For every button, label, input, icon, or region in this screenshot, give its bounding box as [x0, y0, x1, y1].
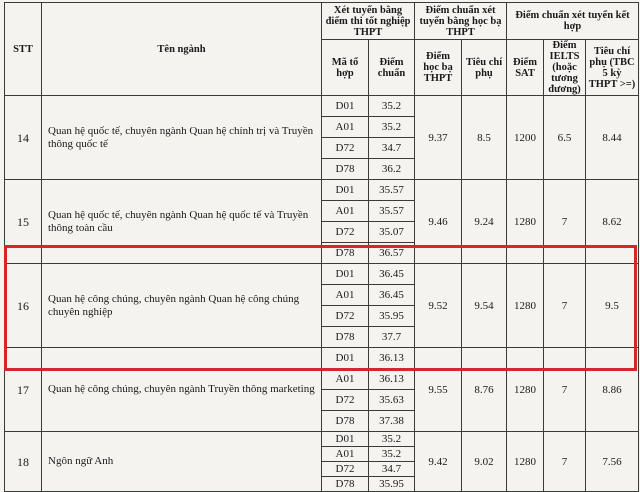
- extra-criteria-2-cell: 7.56: [586, 432, 639, 492]
- header-stt: STT: [5, 3, 42, 96]
- major-name-cell: Quan hệ công chúng, chuyên ngành Quan hệ công chúng chuyên nghiệp: [42, 264, 322, 348]
- combo-score-cell: 34.7: [369, 138, 415, 159]
- header-row-groups: [5, 3, 639, 40]
- extra-criteria-cell: 8.76: [462, 348, 507, 432]
- combo-code-cell: D01: [322, 180, 369, 201]
- combo-score-cell: 37.38: [369, 411, 415, 432]
- ielts-cell: 6.5: [544, 96, 586, 180]
- combo-score-cell: 35.63: [369, 390, 415, 411]
- extra-criteria-2-cell: 9.5: [586, 264, 639, 348]
- combo-code-cell: D72: [322, 222, 369, 243]
- combo-score-cell: 35.95: [369, 306, 415, 327]
- combo-code-cell: D72: [322, 306, 369, 327]
- ielts-cell: 7: [544, 432, 586, 492]
- admission-score-table: [4, 2, 639, 492]
- combo-code-cell: D78: [322, 411, 369, 432]
- stt-cell: 18: [5, 432, 42, 492]
- header-hocba-group: Điểm chuẩn xét tuyển bằng học bạ THPT: [415, 3, 507, 40]
- header-major: Tên ngành: [42, 3, 322, 96]
- combo-score-cell: 34.7: [369, 462, 415, 477]
- hocba-score-cell: 9.46: [415, 180, 462, 264]
- combo-score-cell: 35.2: [369, 117, 415, 138]
- ielts-cell: 7: [544, 180, 586, 264]
- combo-code-cell: D72: [322, 462, 369, 477]
- combo-score-cell: 36.45: [369, 264, 415, 285]
- ielts-cell: 7: [544, 264, 586, 348]
- major-name-cell: Quan hệ quốc tế, chuyên ngành Quan hệ quốc tế và Truyền thông toàn cầu: [42, 180, 322, 264]
- table-row: [5, 96, 639, 117]
- hocba-score-cell: 9.42: [415, 432, 462, 492]
- combo-code-cell: D01: [322, 96, 369, 117]
- combo-code-cell: D72: [322, 138, 369, 159]
- combo-code-cell: D01: [322, 348, 369, 369]
- combo-code-cell: D72: [322, 390, 369, 411]
- header-thpt-group: Xét tuyển bằng điểm thi tốt nghiệp THPT: [322, 3, 415, 40]
- stt-cell: 15: [5, 180, 42, 264]
- header-hocba-score: Điểm học bạ THPT: [415, 40, 462, 96]
- combo-code-cell: D78: [322, 477, 369, 492]
- stt-cell: 17: [5, 348, 42, 432]
- combo-score-cell: 35.57: [369, 201, 415, 222]
- header-extra-criteria-2: Tiêu chí phụ (TBC 5 kỳ THPT >=): [586, 40, 639, 96]
- hocba-score-cell: 9.52: [415, 264, 462, 348]
- table-row: [5, 264, 639, 285]
- combo-score-cell: 36.13: [369, 348, 415, 369]
- combo-score-cell: 35.57: [369, 180, 415, 201]
- extra-criteria-cell: 9.24: [462, 180, 507, 264]
- header-score: Điểm chuẩn: [369, 40, 415, 96]
- combo-code-cell: A01: [322, 117, 369, 138]
- combo-code-cell: D78: [322, 243, 369, 264]
- major-name-cell: Quan hệ quốc tế, chuyên ngành Quan hệ chính trị và Truyền thông quốc tế: [42, 96, 322, 180]
- combo-code-cell: D01: [322, 432, 369, 447]
- combo-code-cell: D78: [322, 159, 369, 180]
- table-row: [5, 432, 639, 447]
- header-combined-group: Điểm chuẩn xét tuyển kết hợp: [507, 3, 639, 40]
- combo-code-cell: D01: [322, 264, 369, 285]
- stt-cell: 16: [5, 264, 42, 348]
- combo-code-cell: A01: [322, 369, 369, 390]
- header-extra-criteria: Tiêu chí phụ: [462, 40, 507, 96]
- sat-cell: 1280: [507, 264, 544, 348]
- combo-code-cell: A01: [322, 285, 369, 306]
- extra-criteria-2-cell: 8.62: [586, 180, 639, 264]
- combo-code-cell: A01: [322, 201, 369, 222]
- hocba-score-cell: 9.55: [415, 348, 462, 432]
- hocba-score-cell: 9.37: [415, 96, 462, 180]
- combo-score-cell: 35.07: [369, 222, 415, 243]
- ielts-cell: 7: [544, 348, 586, 432]
- combo-score-cell: 35.95: [369, 477, 415, 492]
- extra-criteria-cell: 9.54: [462, 264, 507, 348]
- header-ielts: Điểm IELTS (hoặc tương đương): [544, 40, 586, 96]
- header-combo-code: Mã tổ hợp: [322, 40, 369, 96]
- sat-cell: 1280: [507, 180, 544, 264]
- extra-criteria-cell: 8.5: [462, 96, 507, 180]
- extra-criteria-2-cell: 8.86: [586, 348, 639, 432]
- extra-criteria-2-cell: 8.44: [586, 96, 639, 180]
- combo-score-cell: 37.7: [369, 327, 415, 348]
- major-name-cell: Quan hệ công chúng, chuyên ngành Truyền thông marketing: [42, 348, 322, 432]
- extra-criteria-cell: 9.02: [462, 432, 507, 492]
- header-sat: Điểm SAT: [507, 40, 544, 96]
- combo-code-cell: D78: [322, 327, 369, 348]
- sat-cell: 1280: [507, 432, 544, 492]
- combo-score-cell: 35.2: [369, 96, 415, 117]
- combo-score-cell: 36.45: [369, 285, 415, 306]
- table-row: [5, 180, 639, 201]
- combo-score-cell: 35.2: [369, 432, 415, 447]
- combo-score-cell: 36.13: [369, 369, 415, 390]
- table-row: [5, 348, 639, 369]
- combo-score-cell: 35.2: [369, 447, 415, 462]
- combo-score-cell: 36.57: [369, 243, 415, 264]
- stt-cell: 14: [5, 96, 42, 180]
- combo-code-cell: A01: [322, 447, 369, 462]
- sat-cell: 1280: [507, 348, 544, 432]
- combo-score-cell: 36.2: [369, 159, 415, 180]
- sat-cell: 1200: [507, 96, 544, 180]
- major-name-cell: Ngôn ngữ Anh: [42, 432, 322, 492]
